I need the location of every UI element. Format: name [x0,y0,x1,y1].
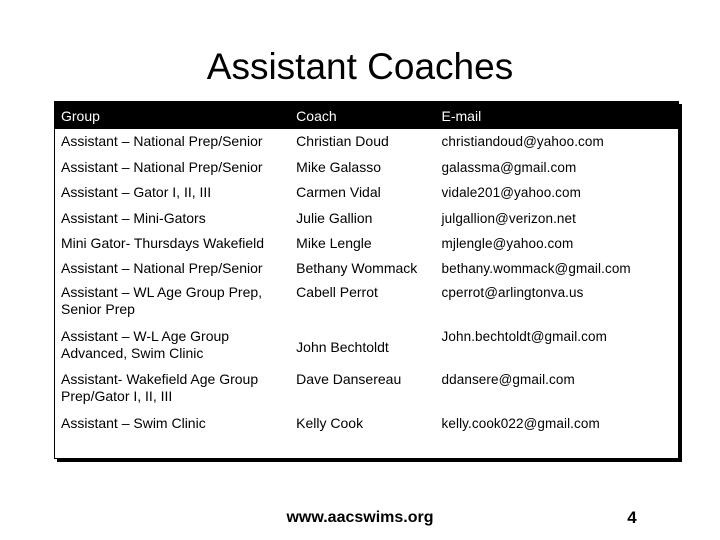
cell-group: Assistant – National Prep/Senior [61,133,263,150]
cell-coach: Mike Galasso [296,158,381,175]
cell-email: christiandoud@yahoo.com [441,134,604,150]
cell-email: mjlengle@yahoo.com [441,236,574,252]
header-group: Group [55,102,291,130]
table-row [55,326,679,370]
page-title: Assistant Coaches [206,46,514,87]
cell-coach: Mike Lengle [296,235,372,252]
cell-coach: Carmen Vidal [296,184,381,201]
cell-group: Assistant – WL Age Group Prep, Senior Prep [61,283,263,317]
cell-coach: John Bechtoldt [296,338,389,355]
table-row [55,413,679,458]
footer-website-link[interactable]: www.aacswims.org [286,509,434,526]
cell-group: Assistant – Mini-Gators [61,209,206,226]
cell-coach: Bethany Wommack [296,260,418,277]
cell-coach: Dave Dansereau [296,371,402,388]
coaches-table-container [54,101,679,459]
table-row [55,180,679,205]
cell-email: julgallion@verizon.net [441,210,576,226]
header-email: E-mail [436,102,679,130]
cell-group: Mini Gator- Thursdays Wakefield [61,235,265,252]
table-row [55,256,679,281]
table-header-row [55,102,679,130]
cell-email: cperrot@arlingtonva.us [441,284,584,300]
cell-coach: Kelly Cook [296,415,364,432]
table-row [55,154,679,179]
cell-group: Assistant – Swim Clinic [61,415,206,432]
cell-group: Assistant – W-L Age Group Advanced, Swim Clinic [61,327,230,361]
table-row [55,369,679,413]
table-row [55,129,679,154]
cell-email: kelly.cook022@gmail.com [441,416,600,432]
header-coach: Coach [290,102,435,130]
cell-coach: Cabell Perrot [296,283,378,300]
cell-group: Assistant – Gator I, II, III [61,184,212,201]
table-row [55,205,679,230]
cell-coach: Christian Doud [296,133,389,150]
cell-email: vidale201@yahoo.com [441,185,581,201]
cell-coach: Julie Gallion [296,209,373,226]
cell-email: bethany.wommack@gmail.com [441,261,631,277]
cell-group: Assistant – National Prep/Senior [61,260,263,277]
table-row [55,231,679,256]
cell-email: John.bechtoldt@gmail.com [441,328,607,344]
table-row [55,282,679,326]
cell-group: Assistant- Wakefield Age Group Prep/Gator I, II, III [61,371,259,405]
page-number: 4 [627,508,637,527]
cell-email: galassma@gmail.com [441,159,577,175]
coaches-table [54,101,679,459]
cell-email: ddansere@gmail.com [441,372,575,388]
cell-group: Assistant – National Prep/Senior [61,158,263,175]
